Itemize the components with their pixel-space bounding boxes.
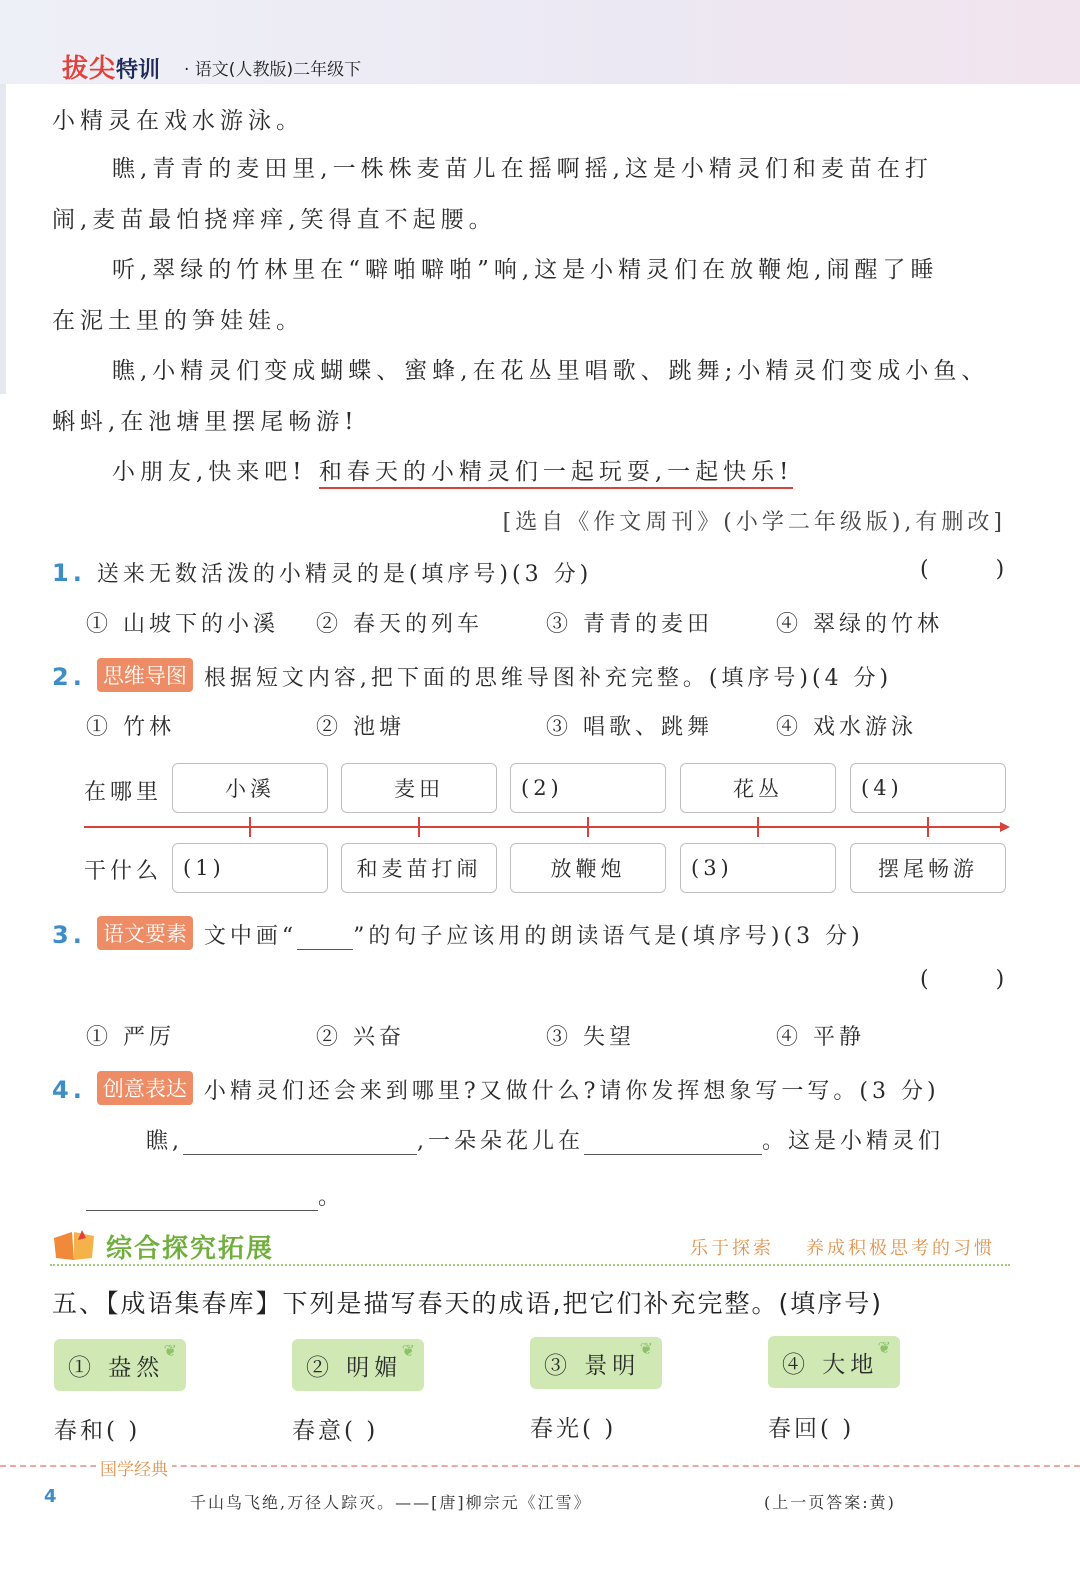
idiom-fill-blank[interactable]: 春光( )	[530, 1416, 617, 1442]
q2-number: 2.	[52, 663, 86, 691]
q2-option: ① 竹林	[86, 715, 175, 740]
q1-option: ② 春天的列车	[316, 612, 483, 637]
passage-line: 蝌蚪,在池塘里摆尾畅游!	[52, 409, 359, 435]
q4-fill-c: 。这是小精灵们	[762, 1129, 945, 1154]
footer-quote: 千山鸟飞绝,万径人踪灭。——[唐]柳宗元《江雪》	[190, 1493, 592, 1512]
idiom-card	[54, 1339, 186, 1391]
q3-answer-blank[interactable]: ( )	[920, 967, 1035, 992]
brand-logo	[62, 48, 160, 85]
footer-tag: 国学经典	[96, 1455, 172, 1480]
mindmap-what-box: 摆尾畅游	[850, 843, 1006, 893]
q1-answer-blank[interactable]: ( )	[920, 557, 1035, 582]
q3-option: ④ 平静	[776, 1025, 865, 1050]
idiom-card	[292, 1339, 424, 1391]
passage-line-final	[112, 455, 1072, 489]
q4-fill-b: ,一朵朵花儿在	[417, 1129, 584, 1154]
leaf-icon: ❦	[163, 1341, 182, 1360]
passage-source: [选自《作文周刊》(小学二年级版),有删改]	[502, 510, 1006, 535]
q4-fill-line	[146, 1124, 944, 1155]
mindmap-where-box: 麦田	[341, 763, 497, 813]
mindmap-timeline	[84, 815, 1014, 839]
q4-blank-action[interactable]	[584, 1128, 762, 1155]
passage-line: 闹,麦苗最怕挠痒痒,笑得直不起腰。	[52, 207, 497, 233]
mindmap-what-label: 干什么	[84, 859, 163, 884]
q4-fill-a: 瞧,	[146, 1129, 183, 1154]
timeline-arrow-icon	[1000, 822, 1010, 832]
q3-underline-mark	[297, 927, 353, 950]
q1-stem	[52, 557, 592, 588]
q4-blank-doing[interactable]	[86, 1184, 318, 1211]
leaf-icon: ❦	[639, 1339, 658, 1358]
footer-answer: (上一页答案:黄)	[764, 1493, 896, 1512]
q5-title: 五、【成语集春库】下列是描写春天的成语,把它们补充完整。(填序号)	[52, 1289, 883, 1318]
mindmap-what-box: 放鞭炮	[510, 843, 666, 893]
passage-line: 在泥土里的笋娃娃。	[52, 308, 304, 334]
q4-number: 4.	[52, 1076, 86, 1104]
q4-stem	[52, 1071, 940, 1105]
section-motto-1: 乐于探索	[690, 1238, 774, 1259]
q2-option: ③ 唱歌、跳舞	[546, 715, 713, 740]
q1-number: 1.	[52, 559, 86, 587]
idiom-fill-blank[interactable]: 春意( )	[292, 1418, 379, 1444]
q2-stem	[52, 658, 892, 692]
passage-plain: 小朋友,快来吧!	[112, 459, 307, 485]
q3-text-before: 文中画“	[203, 924, 298, 949]
mindmap-what-box: 和麦苗打闹	[341, 843, 497, 893]
q1-option: ① 山坡下的小溪	[86, 612, 279, 637]
q1-option: ④ 翠绿的竹林	[776, 612, 943, 637]
q2-option: ④ 戏水游泳	[776, 715, 917, 740]
leaf-icon: ❦	[877, 1338, 896, 1357]
passage-line: 小精灵在戏水游泳。	[52, 108, 304, 134]
idiom-card-label: ② 明媚	[306, 1354, 403, 1381]
passage-line: 瞧,小精灵们变成蝴蝶、蜜蜂,在花丛里唱歌、跳舞;小精灵们变成小鱼、	[112, 358, 990, 384]
brand-red: 拔尖	[62, 54, 117, 84]
section-motto-2: 养成积极思考的习惯	[806, 1238, 995, 1259]
passage-line: 瞧,青青的麦田里,一株株麦苗儿在摇啊摇,这是小精灵们和麦苗在打	[112, 156, 933, 182]
idiom-card-label: ④ 大地	[782, 1351, 879, 1378]
q3-stem	[52, 916, 864, 950]
mindmap-what-blank[interactable]: (1)	[172, 843, 328, 893]
left-strip	[0, 84, 6, 394]
q3-tag: 语文要素	[97, 916, 193, 950]
idiom-card-label: ③ 景明	[544, 1352, 641, 1379]
underlined-sentence: 和春天的小精灵们一起玩耍,一起快乐!	[319, 459, 794, 489]
mindmap-where-label: 在哪里	[84, 780, 163, 805]
page-number: 4	[44, 1486, 57, 1507]
section-title: 综合探究拓展	[106, 1234, 275, 1264]
q3-option: ③ 失望	[546, 1025, 635, 1050]
book-icon	[52, 1228, 96, 1262]
q4-tag: 创意表达	[97, 1071, 193, 1105]
idiom-card-label: ① 盎然	[68, 1354, 165, 1381]
idiom-fill-blank[interactable]: 春回( )	[768, 1416, 855, 1442]
idiom-fill-blank[interactable]: 春和( )	[54, 1418, 141, 1444]
brand-blue: 特训	[116, 58, 161, 83]
q3-option: ② 兴奋	[316, 1025, 405, 1050]
idiom-card	[530, 1337, 662, 1389]
passage-line: 听,翠绿的竹林里在“噼啪噼啪”响,这是小精灵们在放鞭炮,闹醒了睡	[112, 257, 939, 283]
leaf-icon: ❦	[401, 1341, 420, 1360]
mindmap-where-box: 花丛	[680, 763, 836, 813]
q3-number: 3.	[52, 921, 86, 949]
mindmap-where-blank[interactable]: (4)	[850, 763, 1006, 813]
q4-text: 小精灵们还会来到哪里?又做什么?请你发挥想象写一写。(3 分)	[203, 1079, 940, 1104]
mindmap-where-box: 小溪	[172, 763, 328, 813]
q1-text: 送来无数活泼的小精灵的是(填序号)(3 分)	[96, 562, 593, 587]
q4-fill-line-2	[86, 1180, 344, 1211]
idiom-card	[768, 1336, 900, 1388]
mindmap-where-blank[interactable]: (2)	[510, 763, 666, 813]
q3-text-after: ”的句子应该用的朗读语气是(填序号)(3 分)	[353, 924, 864, 949]
header-band	[0, 0, 1080, 84]
q4-blank-place[interactable]	[183, 1128, 417, 1155]
q2-option: ② 池塘	[316, 715, 405, 740]
q2-tag: 思维导图	[97, 658, 193, 692]
mindmap-what-blank[interactable]: (3)	[680, 843, 836, 893]
q3-option: ① 严厉	[86, 1025, 175, 1050]
q2-text: 根据短文内容,把下面的思维导图补充完整。(填序号)(4 分)	[203, 666, 893, 691]
q1-option: ③ 青青的麦田	[546, 612, 713, 637]
header-subtitle: · 语文(人教版)二年级下	[184, 60, 362, 80]
q4-fill-end: 。	[318, 1185, 345, 1210]
